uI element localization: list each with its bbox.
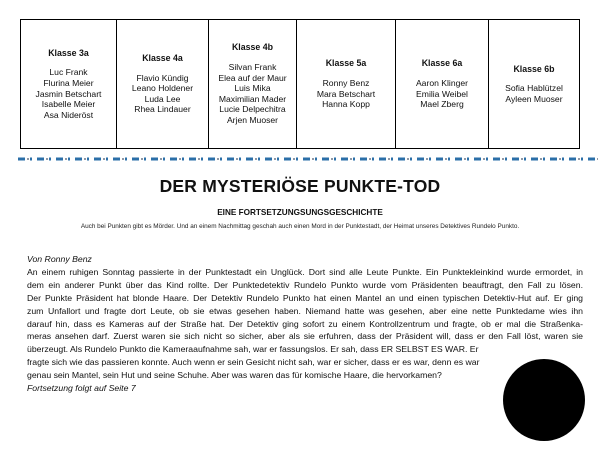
class-member: Isabelle Meier bbox=[41, 99, 96, 110]
class-column bbox=[297, 20, 396, 148]
class-member: Luda Lee bbox=[144, 93, 181, 104]
author-line: Von Ronny Benz bbox=[27, 254, 92, 264]
class-member: Flavio Kündig bbox=[136, 72, 189, 83]
class-member: Lucie Delpechitra bbox=[219, 104, 286, 115]
class-title: Klasse 4b bbox=[231, 42, 274, 53]
class-member: Rhea Lindauer bbox=[134, 104, 191, 115]
body-line: überzeugt. Als Rundelo Punkto die Kameraaufnahme sah, war er fassungslos. Er sah, dass ER SELBST ES WAR. Er bbox=[27, 344, 479, 355]
black-dot-illustration bbox=[503, 359, 585, 441]
continued-note: Fortsetzung folgt auf Seite 7 bbox=[27, 383, 136, 394]
class-member: Luc Frank bbox=[49, 67, 88, 78]
class-member: Leano Holdener bbox=[131, 83, 194, 94]
dotted-divider bbox=[18, 156, 598, 162]
class-member: Emilia Weibel bbox=[416, 88, 468, 99]
class-member: Silvan Frank bbox=[228, 62, 277, 73]
class-member: Mael Zberg bbox=[420, 99, 464, 110]
class-member: Ayleen Muoser bbox=[505, 93, 563, 104]
class-title: Klasse 6b bbox=[513, 63, 555, 74]
class-column bbox=[209, 20, 297, 148]
class-column bbox=[396, 20, 489, 148]
class-column bbox=[117, 20, 209, 148]
class-column bbox=[489, 20, 579, 148]
body-line: darauf hin, dass es Kameras auf der Straße hat. Der Detektiv ging sofort zu einem Kontrollzentrum und fragte, ob er mal die Straßenka- bbox=[27, 318, 583, 329]
class-member: Ronny Benz bbox=[322, 77, 370, 88]
body-line: An einem ruhigen Sonntag passierte in der Punktestadt ein Unglück. Dort sind alle Leute Punkte. Ein Punktekleinkind wurde ermordet, in bbox=[27, 266, 583, 277]
class-member: Elea auf der Maur bbox=[218, 72, 287, 83]
class-member: Hanna Kopp bbox=[322, 99, 370, 110]
class-title: Klasse 3a bbox=[48, 47, 89, 58]
body-line: Der Punkte Präsident hat blonde Haare. Der Detektiv Rundelo Punkto hat einen Mantel an und einen typischen Detektiv-Hut auf. Er ging bbox=[27, 292, 583, 303]
article-intro: Auch bei Punkten gibt es Mörder. Und an einem Nachmittag geschah auch einen Mord in der Punktestadt, der Heimat unseres Detektives Rundelo Punkto. bbox=[80, 223, 520, 230]
class-member: Arjen Muoser bbox=[226, 114, 279, 125]
class-title: Klasse 6a bbox=[421, 58, 463, 69]
class-column bbox=[21, 20, 117, 148]
body-line: zum Unfallort und fragte dort Leute, ob sie etwas gesehen haben. Niemand hatte was gesehen, aber eine nette Punktedame wies ihn bbox=[27, 305, 583, 316]
class-member: Sofia Hablützel bbox=[505, 83, 563, 94]
class-member: Aaron Klinger bbox=[415, 77, 469, 88]
article-body bbox=[27, 253, 583, 395]
class-member: Asa Nideröst bbox=[43, 109, 94, 120]
class-member: Jasmin Betschart bbox=[35, 88, 102, 99]
class-member: Luis Mika bbox=[234, 83, 271, 94]
class-member: Flurina Meier bbox=[43, 77, 94, 88]
class-table bbox=[20, 19, 580, 149]
class-member: Mara Betschart bbox=[316, 88, 376, 99]
class-title: Klasse 5a bbox=[325, 58, 367, 69]
body-line: fragte sich wie das passieren konnte. Auch wenn er sein Gesicht nicht sah, war er sicher, dass er es war, denn es war bbox=[27, 357, 480, 368]
body-line: meras ansehen darf. Zuerst waren sie sich nicht so sicher, aber als sie erfuhren, dass der Präsident will, dass er den Fall löst, waren sie bbox=[27, 331, 583, 342]
body-line: dem ein anderer Punkt über das Kind rollte. Der Punktedetektiv Rundelo Punkto wurde vom Präsidenten beauftragt, den Fall zu lösen. bbox=[27, 279, 583, 290]
class-member: Maximilian Mader bbox=[218, 93, 287, 104]
body-line: genau sein Mantel, sein Hut und seine Schuhe. Aber was waren das für komische Haare, die hervorkamen? bbox=[27, 370, 442, 381]
article-title: DER MYSTERIÖSE PUNKTE-TOD bbox=[159, 176, 441, 196]
class-title: Klasse 4a bbox=[142, 53, 183, 64]
article-subtitle: EINE FORTSETZUNGSUNGSGESCHICHTE bbox=[217, 208, 383, 217]
